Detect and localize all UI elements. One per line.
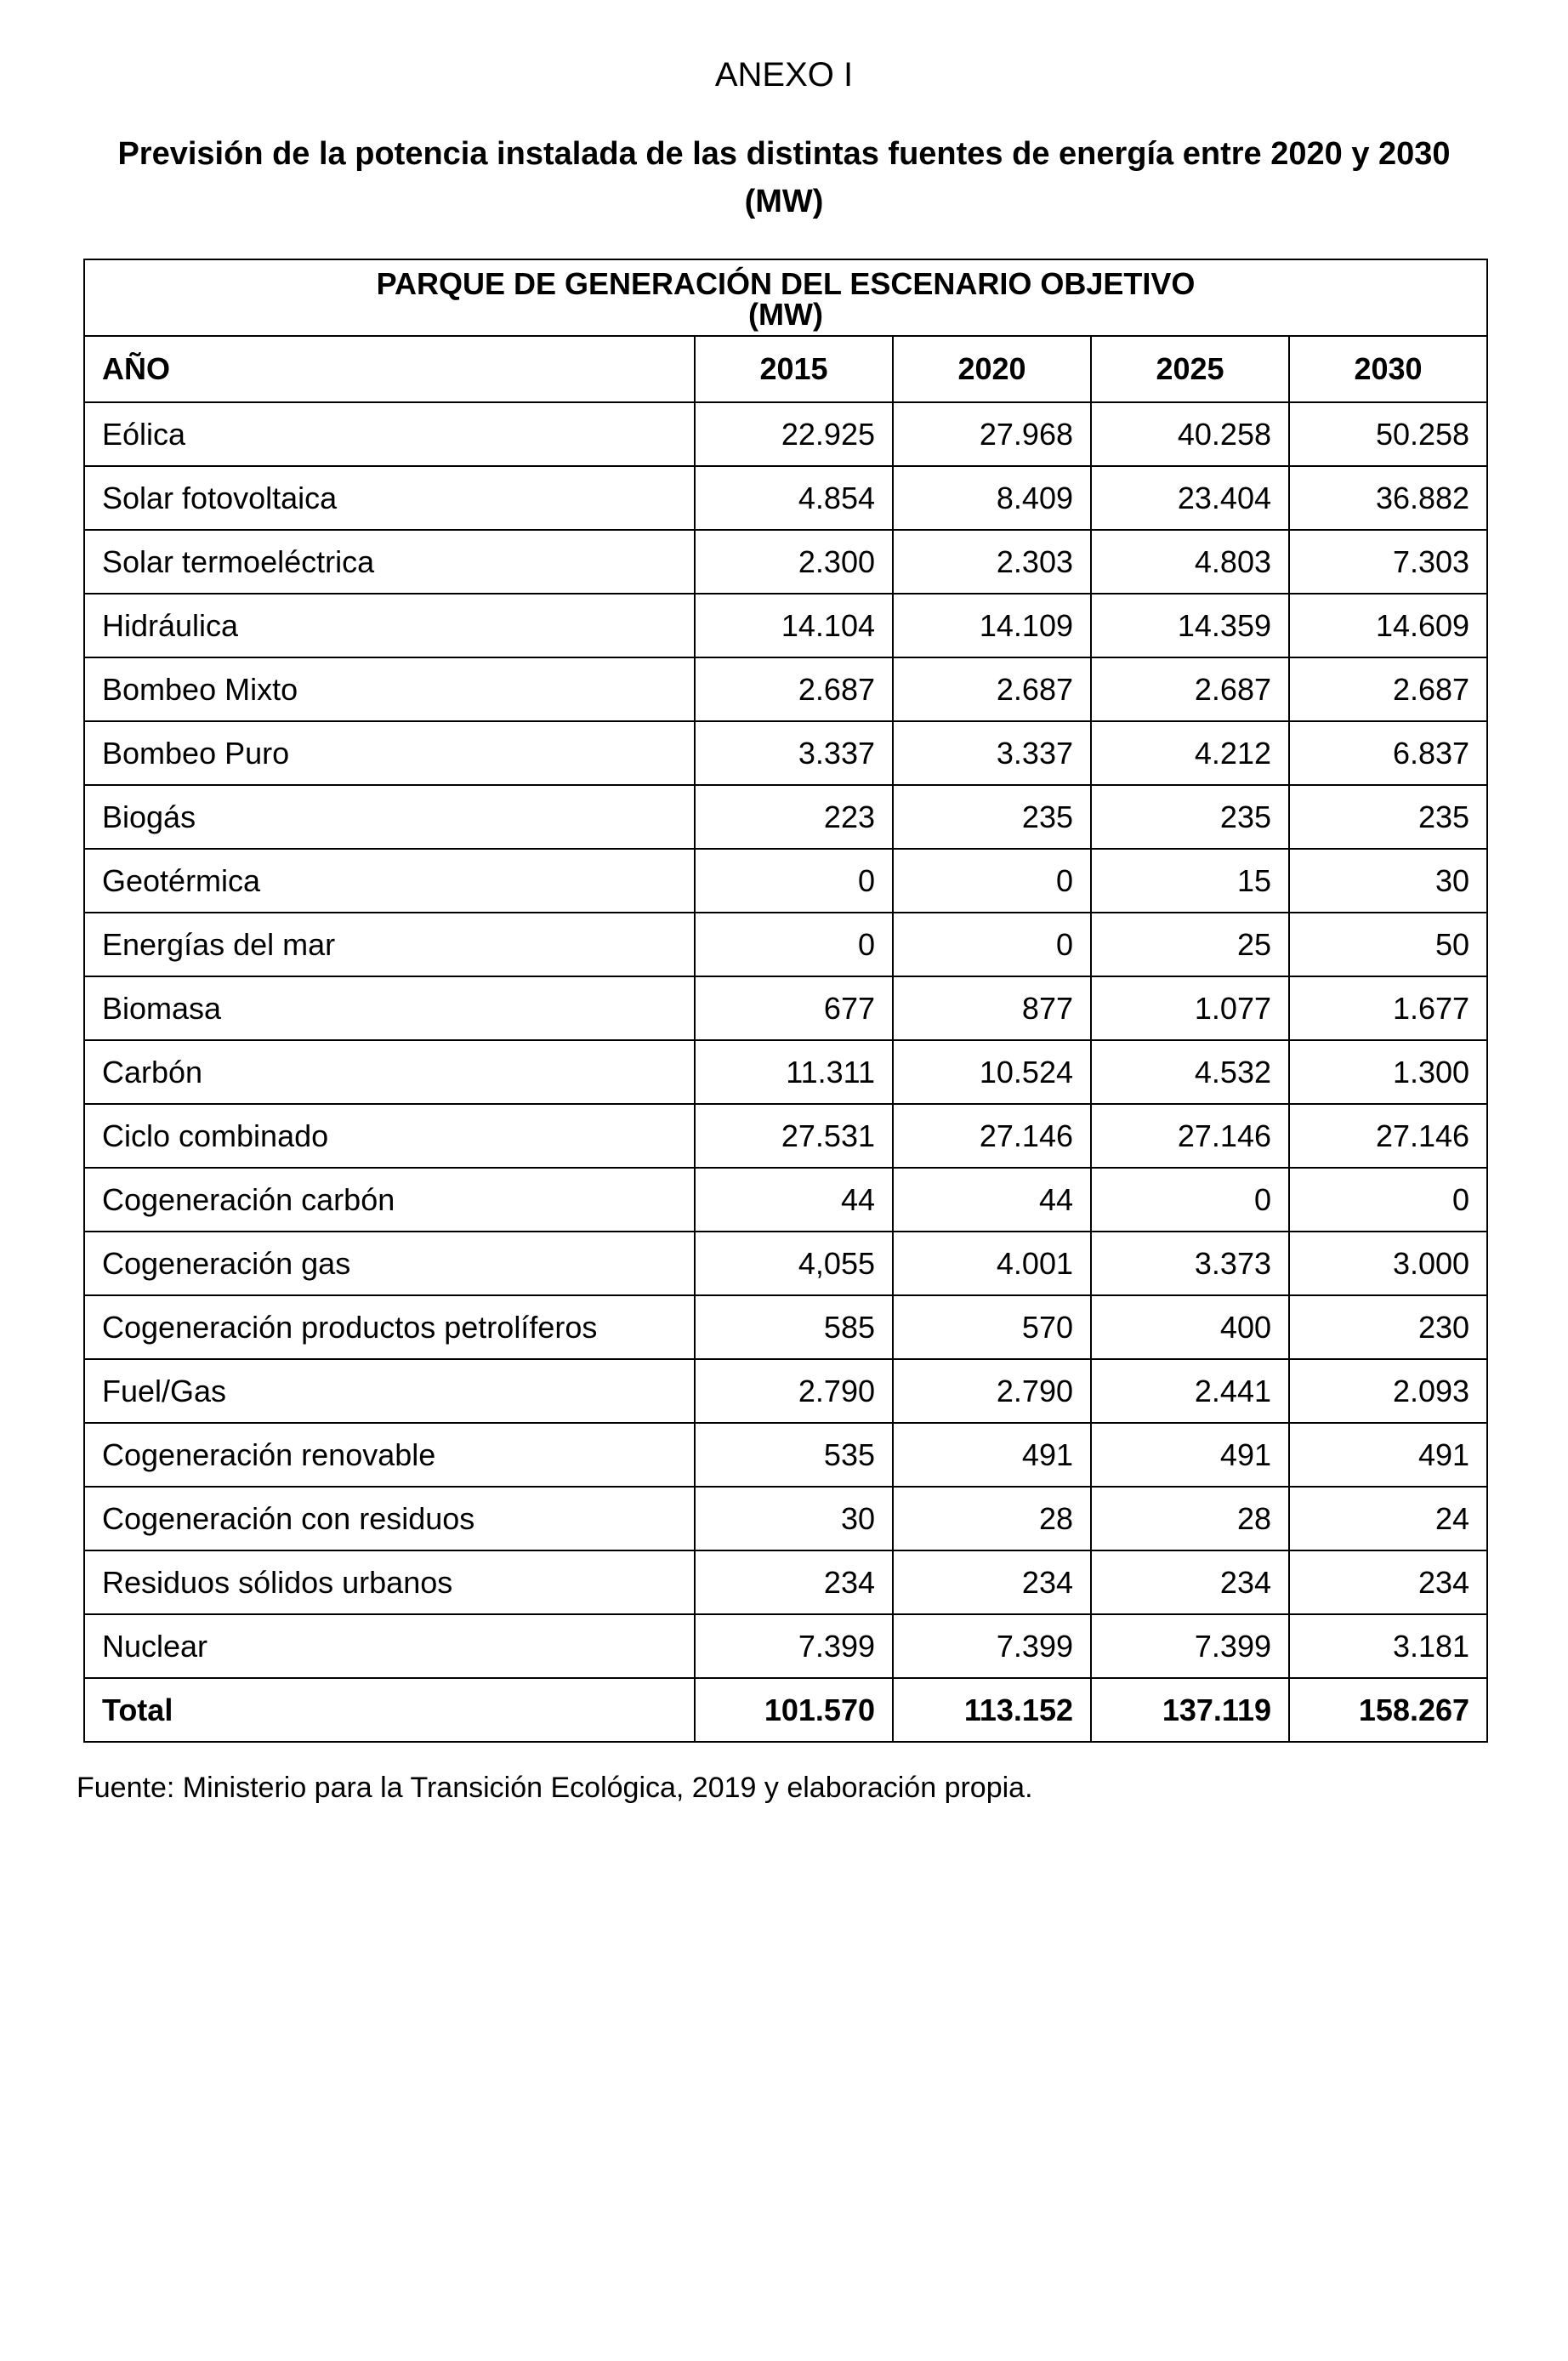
row-value: 4.803: [1091, 530, 1289, 594]
row-value: 223: [695, 785, 893, 849]
row-value: 2.303: [893, 530, 1091, 594]
total-label: Total: [84, 1678, 695, 1742]
row-value: 3.373: [1091, 1232, 1289, 1295]
row-label: Ciclo combinado: [84, 1104, 695, 1168]
row-value: 27.968: [893, 402, 1091, 466]
header-cell-2015: 2015: [695, 336, 893, 402]
row-value: 28: [1091, 1487, 1289, 1550]
row-value: 25: [1091, 913, 1289, 976]
row-value: 2.093: [1289, 1359, 1487, 1423]
row-value: 2.687: [695, 657, 893, 721]
row-value: 14.104: [695, 594, 893, 657]
row-label: Biogás: [84, 785, 695, 849]
row-value: 30: [1289, 849, 1487, 913]
row-value: 234: [893, 1550, 1091, 1614]
row-value: 0: [695, 849, 893, 913]
row-value: 27.531: [695, 1104, 893, 1168]
table-row: [84, 1232, 1487, 1295]
row-value: 7.399: [1091, 1614, 1289, 1678]
row-value: 24: [1289, 1487, 1487, 1550]
row-value: 28: [893, 1487, 1091, 1550]
row-value: 570: [893, 1295, 1091, 1359]
table-row: [84, 466, 1487, 530]
row-value: 2.790: [695, 1359, 893, 1423]
row-value: 2.441: [1091, 1359, 1289, 1423]
table-caption-line2: (MW): [748, 297, 823, 332]
row-value: 22.925: [695, 402, 893, 466]
table-row: [84, 1104, 1487, 1168]
row-value: 44: [893, 1168, 1091, 1232]
row-value: 3.337: [893, 721, 1091, 785]
row-value: 1.677: [1289, 976, 1487, 1040]
table-row: [84, 849, 1487, 913]
row-label: Bombeo Mixto: [84, 657, 695, 721]
row-value: 230: [1289, 1295, 1487, 1359]
row-value: 585: [695, 1295, 893, 1359]
row-value: 10.524: [893, 1040, 1091, 1104]
total-row: [84, 1678, 1487, 1742]
total-value: 137.119: [1091, 1678, 1289, 1742]
document-title: [51, 130, 1517, 225]
row-label: Bombeo Puro: [84, 721, 695, 785]
row-value: 7.399: [695, 1614, 893, 1678]
table-row: [84, 976, 1487, 1040]
row-label: Solar fotovoltaica: [84, 466, 695, 530]
row-value: 2.687: [1091, 657, 1289, 721]
table-caption-line1: PARQUE DE GENERACIÓN DEL ESCENARIO OBJETIVO: [376, 266, 1196, 301]
row-value: 30: [695, 1487, 893, 1550]
document-title-line1: Previsión de la potencia instalada de las distintas fuentes de energía entre 2020 y 2030: [117, 136, 1451, 172]
row-value: 3.337: [695, 721, 893, 785]
row-value: 4.532: [1091, 1040, 1289, 1104]
row-value: 0: [893, 849, 1091, 913]
document-title-line2: (MW): [744, 184, 824, 219]
row-value: 234: [1091, 1550, 1289, 1614]
header-cell-2020: 2020: [893, 336, 1091, 402]
row-value: 491: [1091, 1423, 1289, 1487]
table-caption: [84, 259, 1487, 336]
row-value: 7.399: [893, 1614, 1091, 1678]
source-note: Fuente: Ministerio para la Transición Ecológica, 2019 y elaboración propia.: [77, 1772, 1033, 1804]
row-value: 2.687: [893, 657, 1091, 721]
row-value: 3.181: [1289, 1614, 1487, 1678]
row-value: 234: [1289, 1550, 1487, 1614]
row-value: 36.882: [1289, 466, 1487, 530]
row-value: 11.311: [695, 1040, 893, 1104]
row-label: Energías del mar: [84, 913, 695, 976]
row-label: Biomasa: [84, 976, 695, 1040]
row-value: 0: [893, 913, 1091, 976]
row-label: Cogeneración carbón: [84, 1168, 695, 1232]
row-value: 491: [1289, 1423, 1487, 1487]
table-row: [84, 1359, 1487, 1423]
table-row: [84, 657, 1487, 721]
row-value: 2.300: [695, 530, 893, 594]
table-row: [84, 1295, 1487, 1359]
row-value: 0: [1289, 1168, 1487, 1232]
row-value: 23.404: [1091, 466, 1289, 530]
row-value: 14.359: [1091, 594, 1289, 657]
row-label: Geotérmica: [84, 849, 695, 913]
row-label: Solar termoeléctrica: [84, 530, 695, 594]
row-label: Eólica: [84, 402, 695, 466]
row-label: Residuos sólidos urbanos: [84, 1550, 695, 1614]
row-value: 50: [1289, 913, 1487, 976]
row-value: 44: [695, 1168, 893, 1232]
table-row: [84, 1040, 1487, 1104]
total-value: 158.267: [1289, 1678, 1487, 1742]
row-label: Cogeneración renovable: [84, 1423, 695, 1487]
row-value: 7.303: [1289, 530, 1487, 594]
header-cell-2030: 2030: [1289, 336, 1487, 402]
row-value: 1.300: [1289, 1040, 1487, 1104]
row-value: 8.409: [893, 466, 1091, 530]
row-value: 15: [1091, 849, 1289, 913]
row-label: Carbón: [84, 1040, 695, 1104]
table-row: [84, 1614, 1487, 1678]
row-label: Cogeneración productos petrolíferos: [84, 1295, 695, 1359]
row-value: 877: [893, 976, 1091, 1040]
row-label: Cogeneración con residuos: [84, 1487, 695, 1550]
row-value: 235: [1289, 785, 1487, 849]
row-value: 677: [695, 976, 893, 1040]
row-value: 0: [695, 913, 893, 976]
row-value: 4.001: [893, 1232, 1091, 1295]
row-value: 3.000: [1289, 1232, 1487, 1295]
row-value: 27.146: [1091, 1104, 1289, 1168]
total-value: 113.152: [893, 1678, 1091, 1742]
table-row: [84, 594, 1487, 657]
row-value: 4.212: [1091, 721, 1289, 785]
row-label: Nuclear: [84, 1614, 695, 1678]
table-row: [84, 1550, 1487, 1614]
row-value: 2.790: [893, 1359, 1091, 1423]
row-value: 6.837: [1289, 721, 1487, 785]
row-value: 234: [695, 1550, 893, 1614]
table-row: [84, 785, 1487, 849]
row-label: Fuel/Gas: [84, 1359, 695, 1423]
row-label: Hidráulica: [84, 594, 695, 657]
row-value: 400: [1091, 1295, 1289, 1359]
row-label: Cogeneración gas: [84, 1232, 695, 1295]
row-value: 491: [893, 1423, 1091, 1487]
row-value: 235: [893, 785, 1091, 849]
table-row: [84, 721, 1487, 785]
row-value: 235: [1091, 785, 1289, 849]
row-value: 50.258: [1289, 402, 1487, 466]
row-value: 1.077: [1091, 976, 1289, 1040]
row-value: 14.109: [893, 594, 1091, 657]
row-value: 4.854: [695, 466, 893, 530]
row-value: 4,055: [695, 1232, 893, 1295]
generation-table: [83, 259, 1488, 1743]
table-row: [84, 402, 1487, 466]
table-row: [84, 1487, 1487, 1550]
row-value: 40.258: [1091, 402, 1289, 466]
row-value: 14.609: [1289, 594, 1487, 657]
row-value: 0: [1091, 1168, 1289, 1232]
table-row: [84, 1168, 1487, 1232]
table-header-row: [84, 336, 1487, 402]
row-value: 27.146: [893, 1104, 1091, 1168]
header-cell-2025: 2025: [1091, 336, 1289, 402]
table-row: [84, 913, 1487, 976]
row-value: 27.146: [1289, 1104, 1487, 1168]
annex-title: ANEXO I: [714, 56, 854, 94]
table-caption-row: [84, 259, 1487, 336]
row-value: 535: [695, 1423, 893, 1487]
table-row: [84, 530, 1487, 594]
table-row: [84, 1423, 1487, 1487]
total-value: 101.570: [695, 1678, 893, 1742]
row-value: 2.687: [1289, 657, 1487, 721]
header-cell-year-label: AÑO: [84, 336, 695, 402]
